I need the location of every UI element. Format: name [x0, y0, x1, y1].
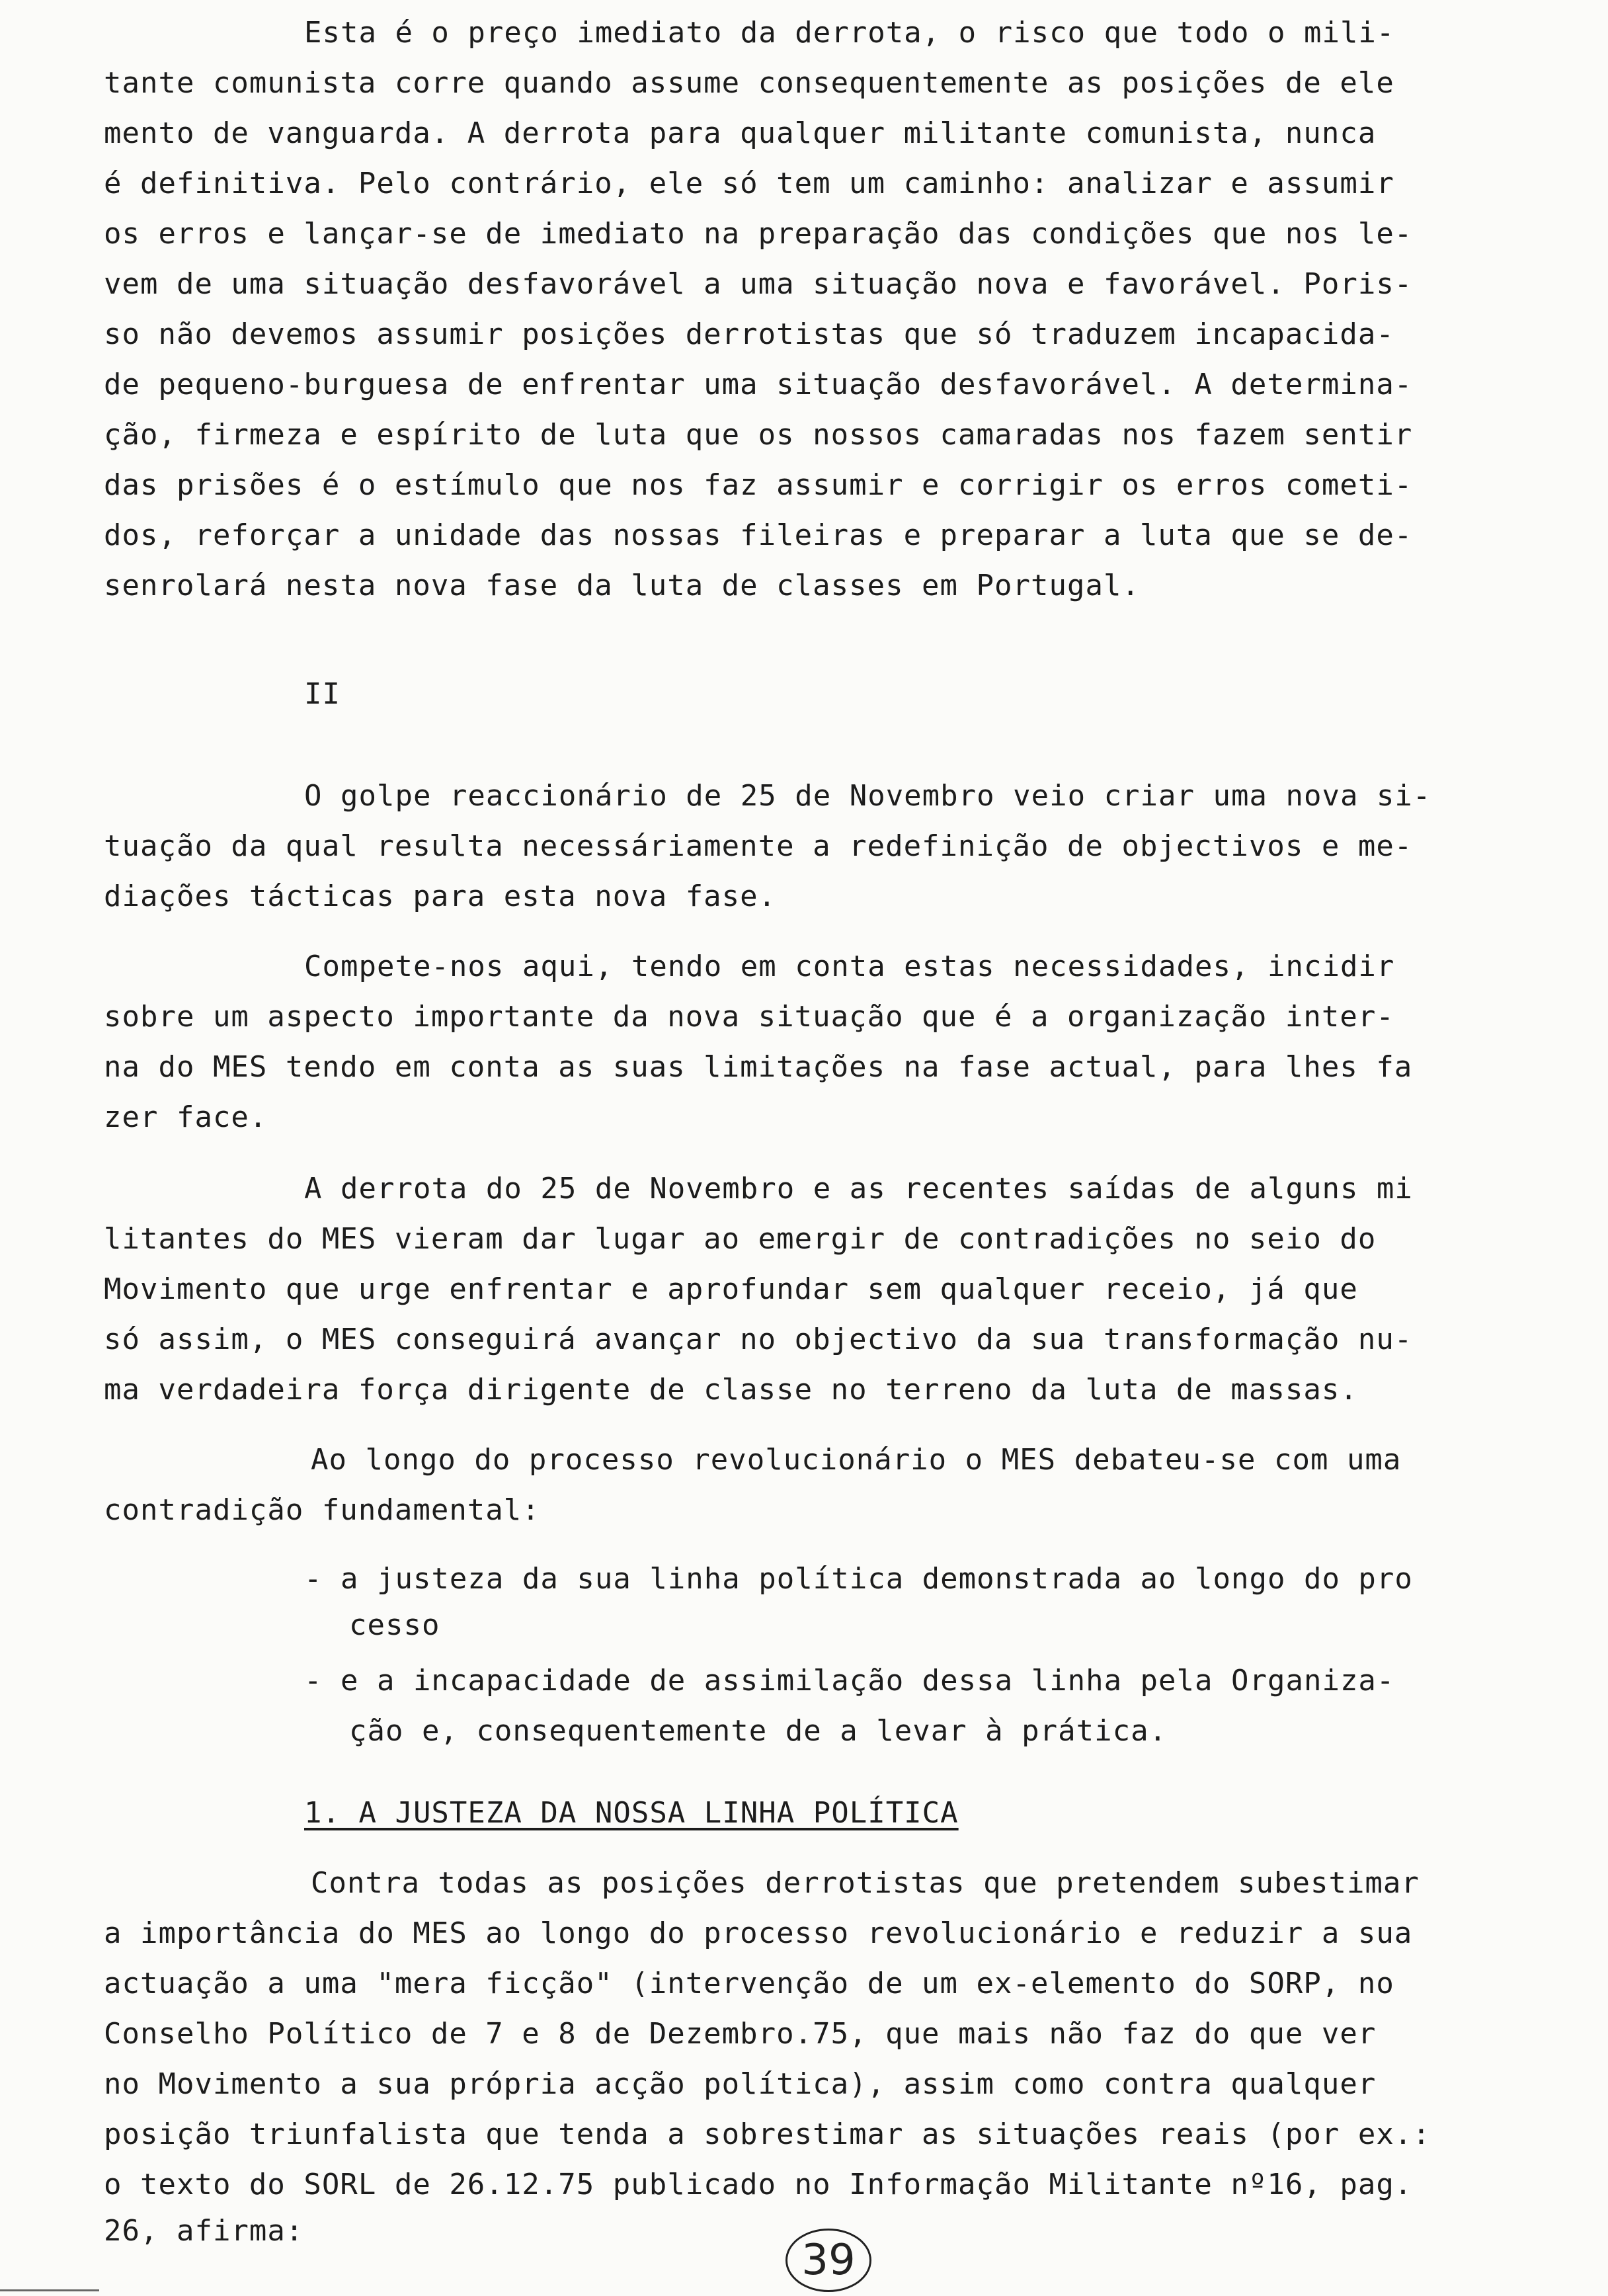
list-item: - a justeza da sua linha política demonstrada ao longo do pro: [304, 1562, 1413, 1596]
text-line: Ao longo do processo revolucionário o MES debateu-se com uma: [311, 1443, 1402, 1477]
text-line: actuação a uma "mera ficção" (intervenção de um ex-elemento do SORP, no: [104, 1967, 1394, 2000]
text-line: a importância do MES ao longo do processo revolucionário e reduzir a sua: [104, 1916, 1413, 1950]
text-line: só assim, o MES conseguirá avançar no objectivo da sua transformação nu-: [104, 1323, 1413, 1356]
text-line: Compete-nos aqui, tendo em conta estas necessidades, incidir: [304, 950, 1395, 983]
text-line: tante comunista corre quando assume consequentemente as posições de ele: [104, 66, 1394, 100]
text-line: ma verdadeira força dirigente de classe no terreno da luta de massas.: [104, 1373, 1358, 1407]
text-line: sobre um aspecto importante da nova situação que é a organização inter-: [104, 1000, 1394, 1034]
list-item: ção e, consequentemente de a levar à prática.: [349, 1714, 1168, 1748]
list-item: cesso: [349, 1608, 440, 1642]
text-line: O golpe reaccionário de 25 de Novembro veio criar uma nova si-: [304, 779, 1431, 813]
text-line: senrolará nesta nova fase da luta de classes em Portugal.: [104, 569, 1140, 602]
text-line: de pequeno-burguesa de enfrentar uma situação desfavorável. A determina-: [104, 368, 1413, 401]
text-line: Esta é o preço imediato da derrota, o risco que todo o mili-: [304, 16, 1395, 50]
section-number: II: [304, 677, 341, 711]
scan-edge-divider: [0, 2289, 99, 2291]
text-line: na do MES tendo em conta as suas limitações na fase actual, para lhes fa: [104, 1050, 1413, 1084]
text-line: 26, afirma:: [104, 2214, 304, 2248]
section-heading: 1. A JUSTEZA DA NOSSA LINHA POLÍTICA: [304, 1796, 959, 1830]
text-line: contradição fundamental:: [104, 1493, 540, 1527]
text-line: Contra todas as posições derrotistas que pretendem subestimar: [311, 1866, 1420, 1900]
text-line: tuação da qual resulta necessáriamente a redefinição de objectivos e me-: [104, 829, 1413, 863]
text-line: ção, firmeza e espírito de luta que os nossos camaradas nos fazem sentir: [104, 418, 1413, 452]
text-line: so não devemos assumir posições derrotistas que só traduzem incapacida-: [104, 317, 1394, 351]
text-line: dos, reforçar a unidade das nossas fileiras e preparar a luta que se de-: [104, 518, 1413, 552]
text-line: o texto do SORL de 26.12.75 publicado no Informação Militante nº16, pag.: [104, 2168, 1413, 2201]
text-line: das prisões é o estímulo que nos faz assumir e corrigir os erros cometi-: [104, 468, 1413, 502]
text-line: vem de uma situação desfavorável a uma situação nova e favorável. Poris-: [104, 267, 1413, 301]
text-line: mento de vanguarda. A derrota para qualquer militante comunista, nunca: [104, 116, 1377, 150]
text-line: posição triunfalista que tenda a sobrestimar as situações reais (por ex.:: [104, 2117, 1431, 2151]
text-line: Movimento que urge enfrentar e aprofundar sem qualquer receio, já que: [104, 1272, 1358, 1306]
text-line: A derrota do 25 de Novembro e as recentes saídas de alguns mi: [304, 1172, 1413, 1206]
text-line: é definitiva. Pelo contrário, ele só tem um caminho: analizar e assumir: [104, 167, 1394, 200]
text-line: litantes do MES vieram dar lugar ao emergir de contradições no seio do: [104, 1222, 1377, 1256]
text-line: Conselho Político de 7 e 8 de Dezembro.75, que mais não faz do que ver: [104, 2017, 1377, 2051]
text-line: os erros e lançar-se de imediato na preparação das condições que nos le-: [104, 217, 1413, 251]
text-line: diações tácticas para esta nova fase.: [104, 880, 777, 913]
list-item: - e a incapacidade de assimilação dessa linha pela Organiza-: [304, 1664, 1395, 1698]
page-number: 39: [785, 2229, 871, 2292]
text-line: no Movimento a sua própria acção política), assim como contra qualquer: [104, 2067, 1377, 2101]
text-line: zer face.: [104, 1100, 268, 1134]
